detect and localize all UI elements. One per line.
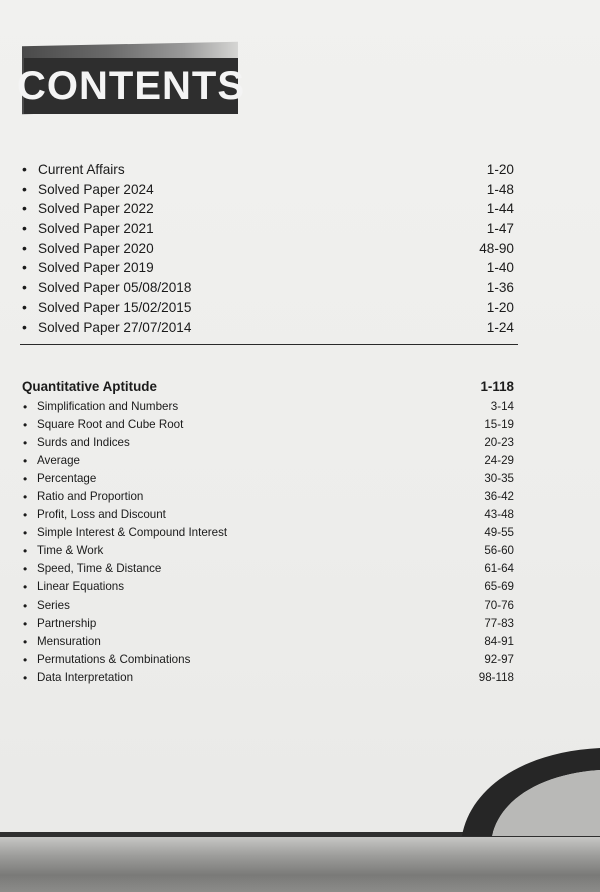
section-item-label: Simple Interest & Compound Interest — [37, 526, 228, 540]
bullet-icon: • — [22, 279, 27, 296]
section-item-pages: 36-42 — [484, 490, 514, 504]
section-item-pages: 49-55 — [484, 526, 514, 540]
section-item-label: Speed, Time & Distance — [37, 562, 162, 576]
toc-item-label: Solved Paper 2020 — [38, 240, 154, 256]
toc-item-label: Solved Paper 05/08/2018 — [38, 280, 192, 296]
bullet-icon: • — [23, 454, 28, 469]
toc-item-pages: 48-90 — [479, 240, 514, 256]
section-item-pages: 77-83 — [484, 616, 514, 630]
section-item-pages: 3-14 — [490, 400, 514, 413]
section-item-label: Square Root and Cube Root — [37, 418, 184, 432]
section-item-label: Time & Work — [37, 544, 104, 558]
bullet-icon: • — [23, 598, 28, 613]
bullet-icon: • — [22, 161, 27, 177]
bullet-icon: • — [22, 298, 27, 315]
toc-item-label: Solved Paper 15/02/2015 — [38, 299, 192, 315]
section-item-label: Permutations & Combinations — [37, 652, 191, 666]
bullet-icon: • — [22, 180, 27, 197]
toc-item-pages: 1-48 — [486, 181, 514, 197]
bullet-icon: • — [23, 508, 28, 523]
toc-item-label: Solved Paper 2021 — [38, 221, 154, 237]
bullet-icon: • — [22, 220, 27, 237]
bullet-icon: • — [23, 526, 28, 541]
bullet-icon: • — [23, 436, 28, 451]
bullet-icon: • — [22, 200, 27, 217]
section-item-pages: 84-91 — [484, 634, 514, 648]
section-item-pages: 30-35 — [484, 472, 514, 486]
toc-item-pages: 1-20 — [486, 299, 514, 315]
section-title: Quantitative Aptitude — [22, 379, 157, 394]
toc-item-pages: 1-44 — [486, 201, 514, 217]
section-item-label: Linear Equations — [37, 580, 125, 594]
section-item-pages: 98-118 — [478, 670, 514, 684]
bullet-icon: • — [23, 418, 28, 433]
toc-item-pages: 1-36 — [486, 280, 514, 296]
section-item-label: Ratio and Proportion — [37, 490, 144, 504]
section-pages: 1-118 — [480, 379, 514, 394]
toc-item-pages: 1-24 — [486, 319, 514, 335]
bullet-icon: • — [22, 239, 27, 256]
bullet-icon: • — [23, 670, 28, 685]
section-item-label: Mensuration — [37, 634, 101, 648]
toc-item-label: Current Affairs — [38, 162, 125, 177]
page-title: CONTENTS — [17, 63, 245, 108]
toc-item-label: Solved Paper 2019 — [38, 260, 154, 276]
bullet-icon: • — [23, 634, 28, 649]
section-item-pages: 56-60 — [484, 544, 514, 558]
toc-item-label: Solved Paper 2022 — [38, 201, 154, 217]
section-item-label: Average — [37, 454, 80, 468]
bullet-icon: • — [23, 400, 28, 414]
section-item-label: Simplification and Numbers — [37, 400, 179, 413]
bullet-icon: • — [23, 472, 28, 487]
section-item-pages: 24-29 — [484, 454, 514, 468]
section-item-label: Surds and Indices — [37, 436, 130, 450]
section-item-pages: 65-69 — [484, 580, 514, 594]
toc-item-pages: 1-20 — [486, 162, 514, 177]
section-item-pages: 92-97 — [484, 652, 514, 666]
section-item-pages: 61-64 — [484, 562, 514, 576]
section-item-label: Percentage — [37, 472, 97, 486]
bullet-icon: • — [23, 616, 28, 631]
toc-item-pages: 1-40 — [486, 260, 514, 276]
bullet-icon: • — [23, 562, 28, 577]
section-item-pages: 15-19 — [484, 418, 514, 432]
bullet-icon: • — [23, 490, 28, 505]
bullet-icon: • — [22, 318, 27, 335]
section-item-label: Data Interpretation — [37, 670, 134, 684]
toc-item-label: Solved Paper 27/07/2014 — [38, 319, 192, 335]
bullet-icon: • — [23, 580, 28, 595]
toc-item-label: Solved Paper 2024 — [38, 181, 154, 197]
section-item-label: Series — [37, 598, 70, 612]
section-item-pages: 70-76 — [484, 598, 514, 612]
section-item-pages: 20-23 — [484, 436, 514, 450]
section-item-label: Partnership — [37, 616, 97, 630]
section-item-pages: 43-48 — [484, 508, 514, 522]
toc-item-pages: 1-47 — [486, 221, 514, 237]
bullet-icon: • — [22, 259, 27, 276]
bullet-icon: • — [23, 652, 28, 667]
section-item-label: Profit, Loss and Discount — [37, 508, 166, 522]
bullet-icon: • — [23, 544, 28, 559]
